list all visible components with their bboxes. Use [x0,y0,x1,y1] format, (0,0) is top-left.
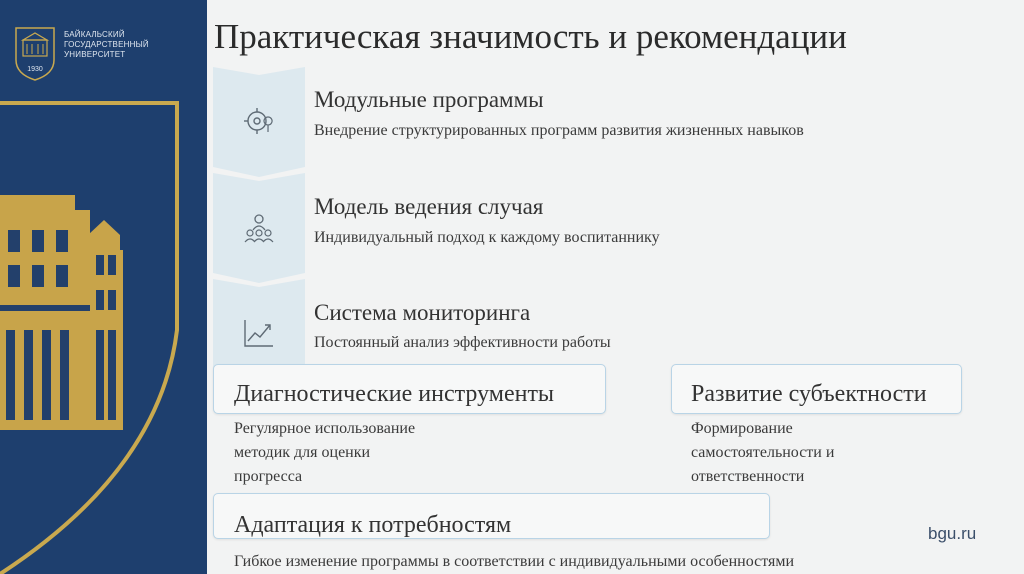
step-description: Постоянный анализ эффективности работы [314,334,611,351]
card-description-line: самостоятельности и [691,444,835,461]
card-description-line: Регулярное использование [234,420,416,437]
university-building-illustration [0,0,207,574]
target-icon [241,105,277,139]
step-description: Внедрение структурированных программ развития жизненных навыков [314,122,804,139]
card-description-line: Формирование [691,420,793,437]
card-title: Диагностические инструменты [234,381,555,407]
trend-chart-icon [241,316,277,350]
step-title: Модульные программы [314,87,544,112]
card-description-line: методик для оценки [234,444,371,461]
step-title: Система мониторинга [314,300,531,325]
university-name [64,30,184,60]
slide-title: Практическая значимость и рекомендации [214,17,847,56]
card-description-line: прогресса [234,468,303,485]
step-description: Индивидуальный подход к каждому воспитаннику [314,229,660,246]
step-title: Модель ведения случая [314,194,544,219]
card-description-line: Гибкое изменение программы в соответствии с индивидуальными особенностями [234,553,795,570]
site-url: bgu.ru [928,524,977,543]
university-emblem-icon [14,26,56,82]
card-description-line: ответственности [691,468,805,485]
logo-year: 1930 [27,66,43,73]
card-description [234,417,415,489]
card-title: Адаптация к потребностям [234,512,512,538]
card-title: Развитие субъектности [691,381,927,407]
card-description [234,550,794,574]
left-brand-panel [0,0,207,574]
university-name-line: ГОСУДАРСТВЕННЫЙ [64,40,149,49]
university-name-line: УНИВЕРСИТЕТ [64,50,126,59]
card-description [691,417,834,489]
university-name-line: БАЙКАЛЬСКИЙ [64,30,125,39]
people-group-icon [241,210,277,244]
